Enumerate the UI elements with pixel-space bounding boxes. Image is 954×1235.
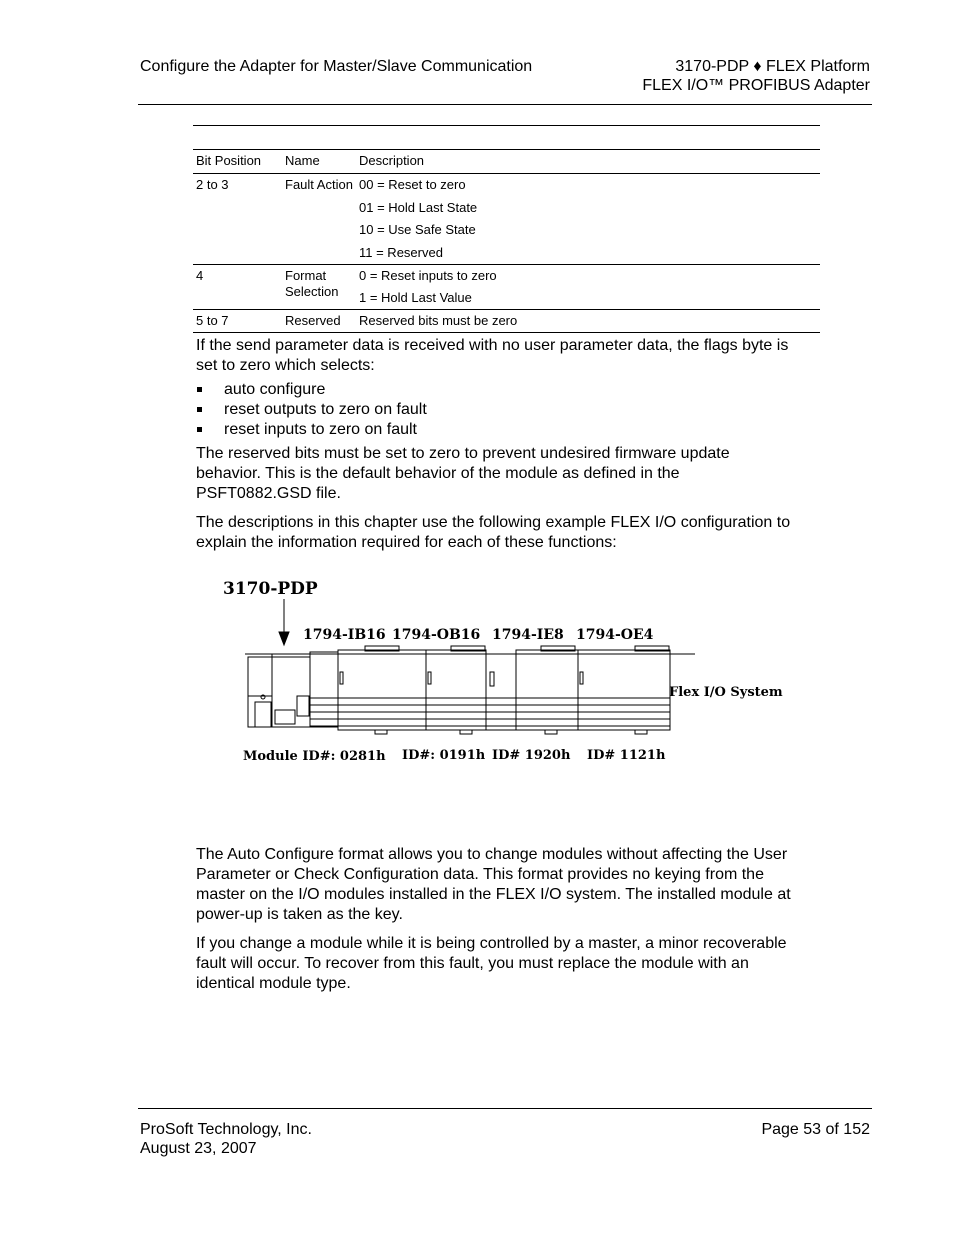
module-label-1: 1794-IB16 [303, 627, 386, 643]
list-item: auto configure [196, 380, 427, 400]
adapter-arrow-head [279, 632, 289, 645]
description-line: 1 = Hold Last Value [359, 290, 472, 305]
module-1794-IE8-body [516, 650, 578, 730]
cell-bit: 5 to 7 [193, 310, 282, 333]
description-line: 10 = Use Safe State [359, 222, 476, 237]
footer-company: ProSoft Technology, Inc. [140, 1121, 312, 1138]
module-base-1 [310, 652, 338, 727]
flags-byte-table [193, 149, 820, 333]
module-label-3: 1794-IE8 [492, 627, 564, 643]
bullet-square-icon [197, 407, 202, 412]
module-1794-IB16-body [338, 650, 426, 730]
adapter-label: 3170-PDP [223, 579, 318, 599]
cell-description [356, 310, 820, 333]
footer-date: August 23, 2007 [140, 1140, 257, 1157]
cell-description [356, 264, 820, 310]
module-id-label-2: ID#: 0191h [402, 748, 486, 763]
footer-page-number: Page 53 of 152 [761, 1121, 870, 1138]
col-header-description: Description [356, 150, 820, 174]
paragraph-flags-default: If the send parameter data is received with no user parameter data, the flags byte is set to zero which selects: [196, 337, 789, 374]
module-id-label-1: Module ID#: 0281h [243, 749, 386, 764]
paragraph-module-change: If you change a module while it is being controlled by a master, a minor recoverable fault will occur. To recover from this fault, you must replace the module with an identical module type. [196, 935, 787, 992]
col-header-name: Name [282, 150, 356, 174]
header-rule [138, 104, 872, 105]
bullet-list [196, 380, 427, 440]
table-row [193, 264, 820, 310]
bullet-square-icon [197, 387, 202, 392]
description-line: 00 = Reset to zero [359, 177, 466, 192]
cell-description [356, 174, 820, 265]
description-line: Reserved bits must be zero [359, 313, 518, 328]
description-line: 0 = Reset inputs to zero [359, 267, 497, 283]
flex-io-drawing [215, 572, 805, 772]
header-title-right-line2: FLEX I/O™ PROFIBUS Adapter [642, 77, 870, 94]
paragraph-example-config: The descriptions in this chapter use the following example FLEX I/O configuration to explain the information required for each of these functions: [196, 514, 791, 551]
paragraph-reserved-bits: The reserved bits must be set to zero to prevent undesired firmware update behavior. This is the default behavior of the module as defined in the PSFT0882.GSD file. [196, 445, 730, 502]
cell-name: Reserved [282, 310, 356, 333]
module-label-2: 1794-OB16 [392, 627, 481, 643]
bullet-square-icon [197, 427, 202, 432]
paragraph-auto-configure: The Auto Configure format allows you to change modules without affecting the User Parameter or Check Configuration data. This format provides no keying from the master on the I/O modules installed in the FLEX I/O system. The installed module at power-up is taken as the key. [196, 846, 791, 923]
table-header-row [193, 150, 820, 174]
cell-bit: 4 [193, 264, 282, 310]
system-label: Flex I/O System [669, 685, 783, 700]
module-label-4: 1794-OE4 [576, 627, 654, 643]
description-line: 01 = Hold Last State [359, 199, 478, 215]
description-line: 11 = Reserved [359, 244, 443, 260]
list-item: reset outputs to zero on fault [196, 400, 427, 420]
module-1794-OB16-body [426, 650, 486, 730]
module-id-label-3: ID# 1920h [492, 748, 571, 763]
flex-io-diagram [215, 572, 805, 772]
footer-rule [138, 1108, 872, 1109]
module-id-label-4: ID# 1121h [587, 748, 666, 763]
header-title-right-line1: 3170-PDP ♦ FLEX Platform [675, 58, 870, 75]
col-header-bit-position: Bit Position [193, 150, 282, 174]
table-row [193, 174, 820, 265]
table-top-rule [193, 125, 820, 126]
header-title-left: Configure the Adapter for Master/Slave Communication [140, 58, 533, 75]
cell-bit: 2 to 3 [193, 174, 282, 265]
cell-name: Fault Action [282, 174, 356, 265]
table-row [193, 310, 820, 333]
module-1794-OE4-body [578, 650, 670, 730]
list-item: reset inputs to zero on fault [196, 420, 427, 440]
cell-name: Format Selection [282, 264, 356, 310]
